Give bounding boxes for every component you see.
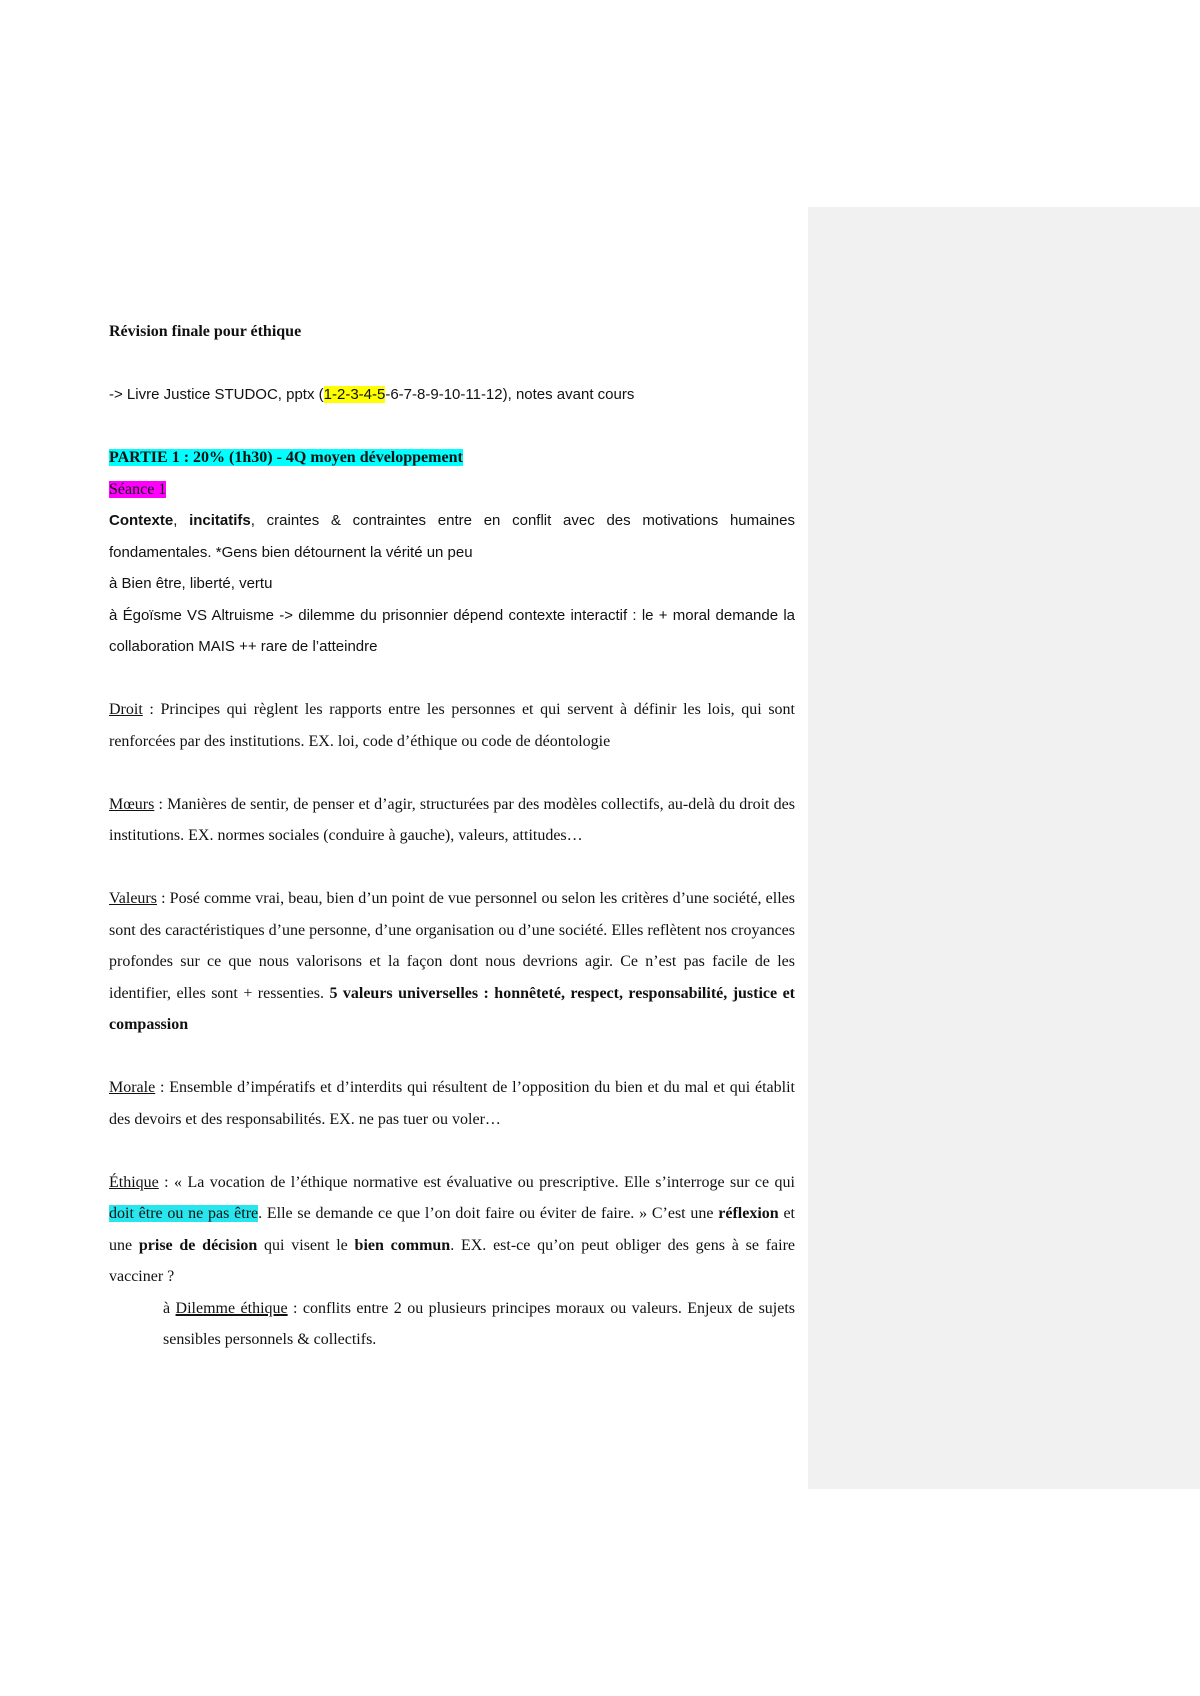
- contexte-text: , craintes & contraintes entre en conflit avec des motivations humaines fondamentales. *Gens bien détournent la vérité un peu: [109, 512, 795, 561]
- ethique-text-5: . EX. est-ce qu’on peut obliger des gens à se faire vacciner ?: [109, 1236, 796, 1285]
- seance-heading: [109, 474, 795, 506]
- ethique-paragraph: [109, 1167, 795, 1293]
- comment-pane: [808, 207, 1200, 1489]
- sources-highlight: 1-2-3-4-5: [323, 386, 386, 403]
- sources-rest: -6-7-8-9-10-11-12), notes avant cours: [385, 386, 635, 403]
- ethique-highlight: doit être ou ne pas être: [109, 1205, 259, 1222]
- ethique-text-3: et une: [109, 1205, 796, 1254]
- bienetre-line: à Bien être, liberté, vertu: [109, 575, 273, 592]
- moeurs-paragraph: [109, 789, 795, 852]
- ethique-text-1: : « La vocation de l’éthique normative est évaluative ou prescriptive. Elle s’interroge sur ce qui: [158, 1173, 795, 1191]
- valeurs-term: Valeurs: [109, 890, 157, 907]
- seance-label: Séance 1: [109, 480, 167, 498]
- partie-label: PARTIE 1 : 20% (1h30) - 4Q moyen développement: [109, 449, 463, 466]
- dilemme-text: : conflits entre 2 ou plusieurs principes moraux ou valeurs. Enjeux de sujets sensibles personnels & collectifs.: [163, 1299, 796, 1348]
- morale-text: : Ensemble d’impératifs et d’interdits qui résultent de l’opposition du bien et du mal et qui établit des devoirs et des responsabilités. EX. ne pas tuer ou voler…: [109, 1079, 795, 1128]
- contexte-paragraph: [109, 505, 795, 568]
- valeurs-paragraph: [109, 883, 795, 1041]
- ethique-text-2: . Elle se demande ce que l’on doit faire ou éviter de faire. » C’est une: [258, 1205, 719, 1222]
- contexte-bold: Contexte: [109, 512, 174, 529]
- contexte-sep: ,: [173, 512, 190, 529]
- dilemme-paragraph: [109, 1293, 795, 1356]
- dilemme-term: Dilemme éthique: [175, 1299, 288, 1317]
- reflexion-bold: réflexion: [718, 1205, 779, 1222]
- dilemme-prefix: à: [163, 1299, 176, 1317]
- document-title: Révision finale pour éthique: [109, 323, 302, 340]
- document-body: [109, 316, 795, 1356]
- ethique-text-4: qui visent le: [257, 1236, 355, 1254]
- sources-line: [109, 379, 795, 411]
- partie-heading: [109, 442, 795, 474]
- droit-term: Droit: [109, 701, 143, 718]
- morale-paragraph: [109, 1072, 795, 1135]
- droit-paragraph: [109, 694, 795, 757]
- prise-decision-bold: prise de décision: [138, 1236, 258, 1254]
- sources-prefix: -> Livre Justice STUDOC, pptx (: [109, 386, 324, 403]
- valeurs-text: : Posé comme vrai, beau, bien d’un point de vue personnel ou selon les critères d’une société, elles sont des caractéristiques d’une personne, d’une organisation ou d’une société. Elles reflètent nos croyances profondes sur ce que nous valorisons et la façon dont nous devrions agir. Ce n’est pas facile de les identifier, elles sont + ressenties.: [109, 890, 795, 1002]
- bien-commun-bold: bien commun: [354, 1236, 451, 1254]
- moeurs-term: Mœurs: [109, 795, 155, 813]
- valeurs-universelles: 5 valeurs universelles : honnêteté, respect, responsabilité, justice et compassion: [109, 984, 795, 1033]
- incitatifs-bold: incitatifs: [189, 512, 251, 529]
- moeurs-text: : Manières de sentir, de penser et d’agir, structurées par des modèles collectifs, au-delà du droit des institutions. EX. normes sociales (conduire à gauche), valeurs, attitudes…: [109, 795, 795, 844]
- droit-text: : Principes qui règlent les rapports entre les personnes et qui servent à définir les lois, qui sont renforcées par des institutions. EX. loi, code d’éthique ou code de déontologie: [109, 701, 795, 750]
- morale-term: Morale: [109, 1079, 156, 1096]
- egoisme-paragraph: à Égoïsme VS Altruisme -> dilemme du prisonnier dépend contexte interactif : le + moral demande la collaboration MAIS ++ rare de l’atteindre: [109, 606, 795, 655]
- ethique-term: Éthique: [109, 1173, 159, 1191]
